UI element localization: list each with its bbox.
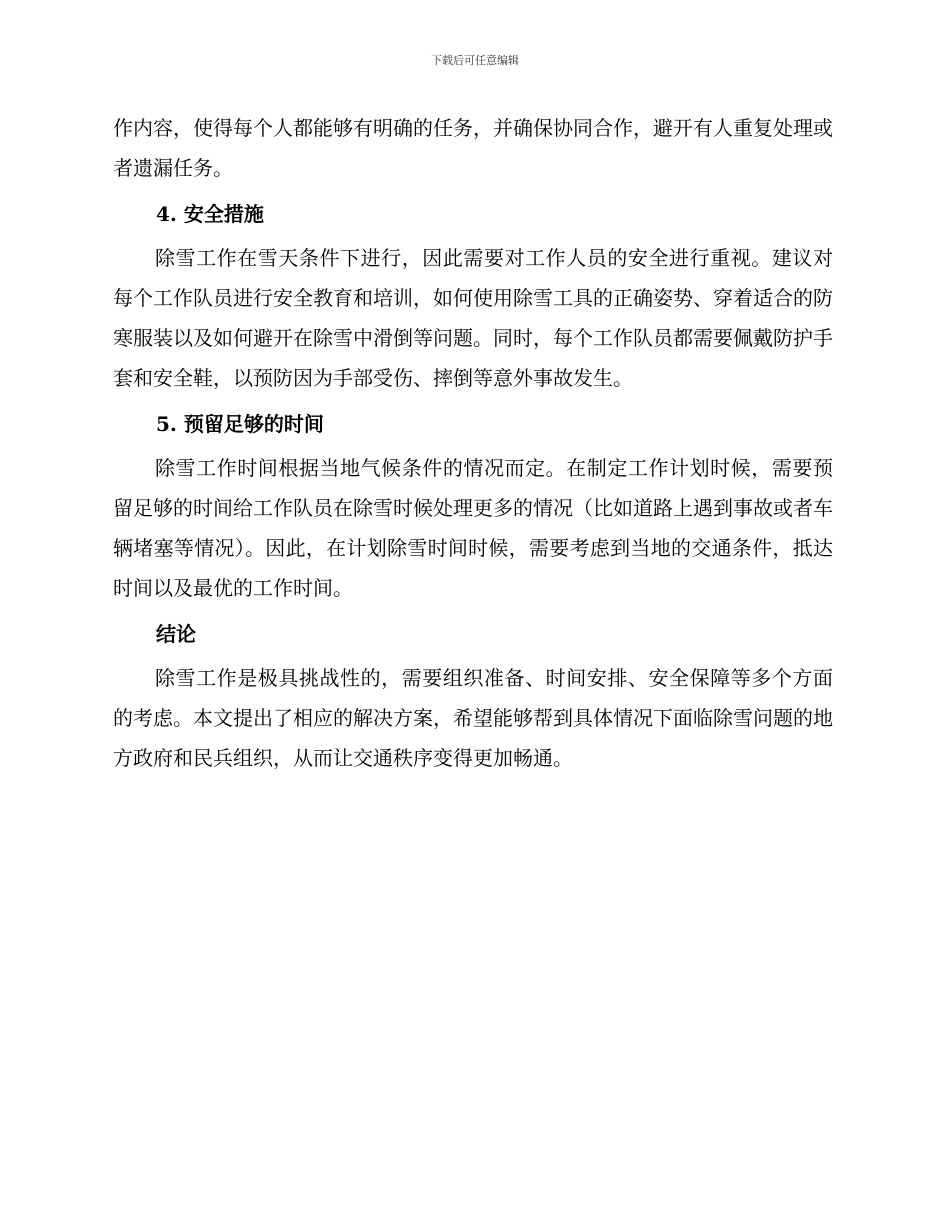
section-heading-safety: 4. 安全措施	[156, 202, 264, 226]
page-header: 下载后可任意编辑	[431, 54, 519, 67]
section-paragraph-safety: 除雪工作在雪天条件下进行，因此需要对工作人员的安全进行重视。建议对每个工作队员进行安全教育和培训，如何使用除雪工具的正确姿势、穿着适合的防寒服装以及如何避开在除雪中滑倒等问题。同时，每个工作队员都需要佩戴防护手套和安全鞋，以预防因为手部受伤、摔倒等意外事故发生。	[113, 246, 833, 390]
section-paragraph-time: 除雪工作时间根据当地气候条件的情况而定。在制定工作计划时候，需要预留足够的时间给工作队员在除雪时候处理更多的情况（比如道路上遇到事故或者车辆堵塞等情况）。因此，在计划除雪时间时候，需要考虑到当地的交通条件，抵达时间以及最优的工作时间。	[113, 456, 833, 600]
section-heading-conclusion: 结论	[156, 622, 196, 646]
section-paragraph-conclusion: 除雪工作是极具挑战性的，需要组织准备、时间安排、安全保障等多个方面的考虑。本文提出了相应的解决方案，希望能够帮到具体情况下面临除雪问题的地方政府和民兵组织，从而让交通秩序变得更加畅通。	[113, 666, 833, 770]
section-heading-time: 5. 预留足够的时间	[156, 412, 324, 436]
continued-paragraph: 作内容，使得每个人都能够有明确的任务，并确保协同合作，避开有人重复处理或者遗漏任务。	[113, 116, 833, 180]
document-body	[113, 108, 833, 778]
